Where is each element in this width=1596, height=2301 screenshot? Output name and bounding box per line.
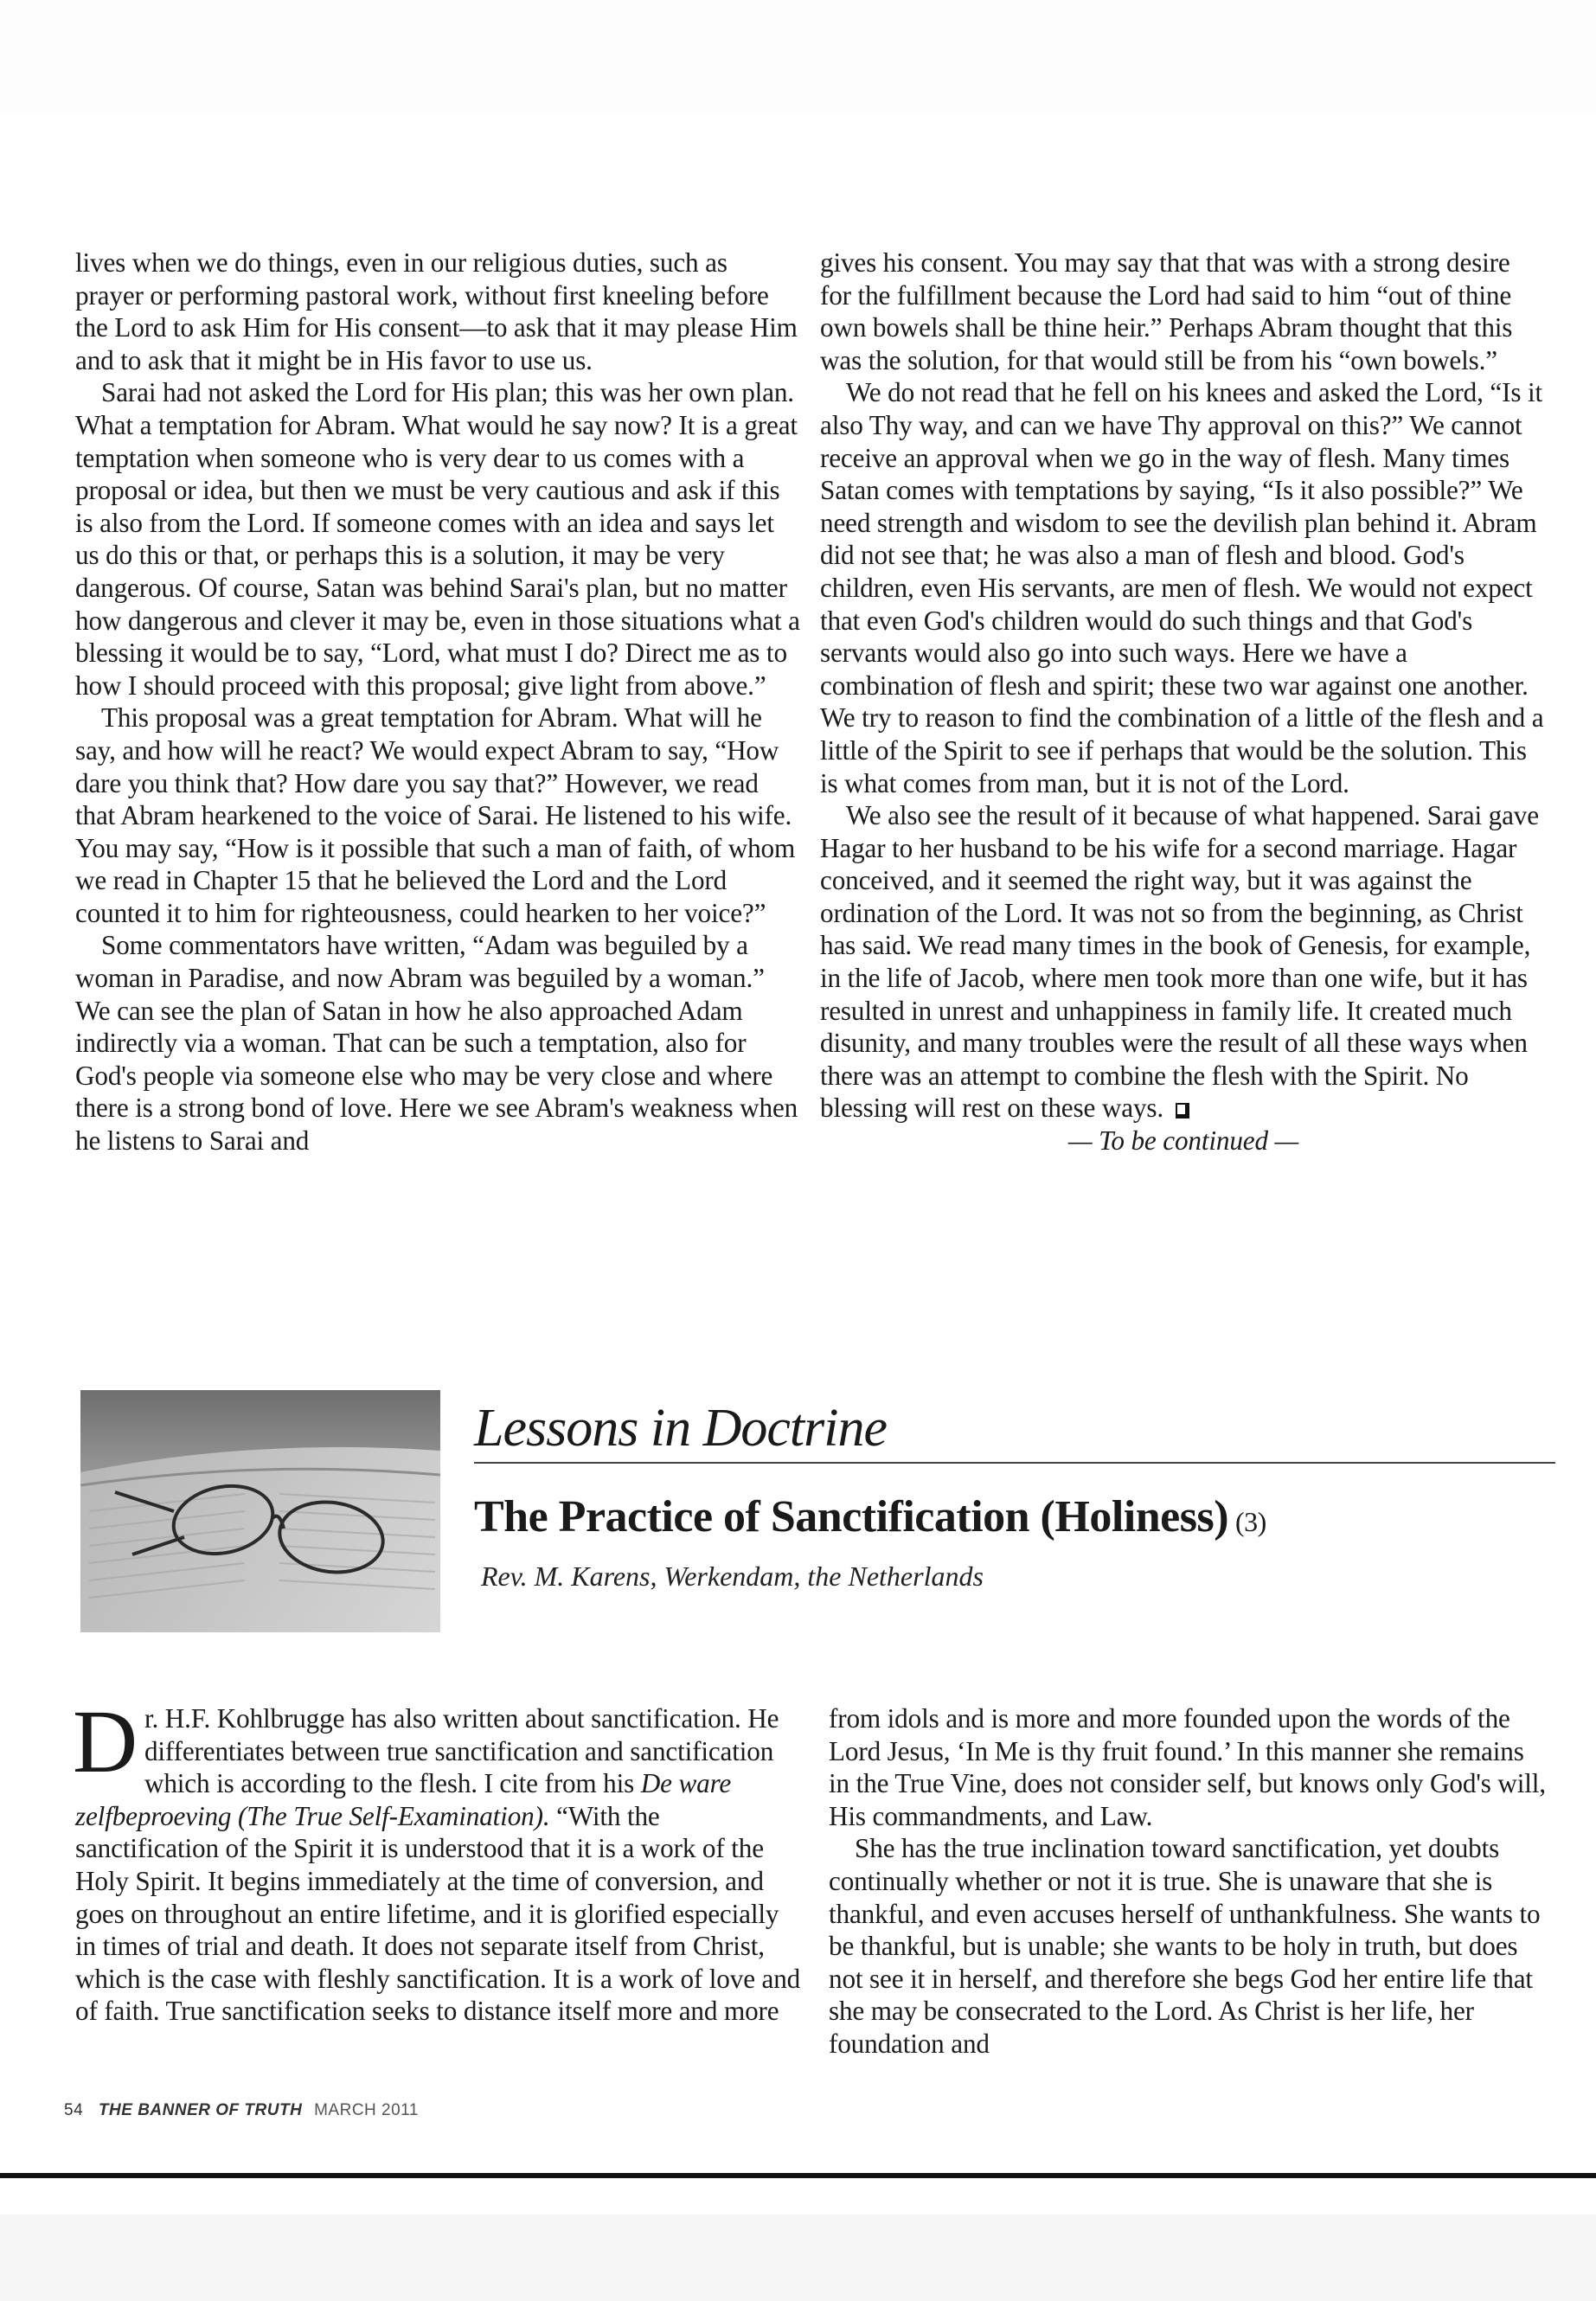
paragraph: gives his consent. You may say that that was with a strong desire for the fulfillment because the Lord had said to him “out of thine own bowels shall be thine heir.” Perhaps Abram thought that this was the solution, for that would still be from his “own bowels.” [820,247,1513,375]
paragraph: lives when we do things, even in our religious duties, such as prayer or performing pastoral work, without first kneeling before the Lord to ask Him for His consent—to ask that it may please Him and to ask that it might be in His favor to use us. [75,247,798,375]
page-number: 54 [64,2101,84,2119]
article-part-number: (3) [1235,1506,1266,1537]
page-footer [64,2101,419,2120]
title-divider [474,1462,1555,1464]
paragraph: She has the true inclination toward sanctification, yet doubts continually whether or not it is true. She is unaware that she is thankful, and even accuses herself of unthankfulness. She wants to be thankful, but is unable; she wants to be holy in truth, but does not see it in herself, and therefore she begs God her entire life that she may be consecrated to the Lord. As Christ is her life, her foundation and [829,1833,1541,2059]
paragraph-text: r. H.F. Kohlbrugge has also written about sanctification. He differentiates between true sanctification and sanctification which is according to the flesh. I cite from his [144,1703,779,1799]
column-top-right [820,247,1547,1157]
article-title [474,1490,1266,1549]
paragraph: We do not read that he fell on his knees and asked the Lord, “Is it also Thy way, and can we have Thy approval on this?” We cannot receive an approval when we go in the way of flesh. Many times Satan comes with temptations by saying, “Is it also possible?” We need strength and wisdom to see the devilish plan behind it. Abram did not see that; he was also a man of flesh and blood. God's children, even His servants, are men of flesh. We would not expect that even God's children would do such things and that God's servants would also go into such ways. Here we have a combination of flesh and spirit; these two war against one another. We try to reason to find the combination of a little of the flesh and a little of the Spirit to see if perhaps that would be the solution. This is what comes from man, but it is not of the Lord. [820,377,1544,798]
magazine-name: THE BANNER OF TRUTH [98,2101,303,2119]
issue-date: MARCH 2011 [314,2101,419,2119]
drop-cap: D [73,1692,138,1791]
book-title: De ware zelfbeproeving (The True Self-Examination). [75,1768,732,1831]
paragraph: from idols and is more and more founded upon the words of the Lord Jesus, ‘In Me is thy fruit found.’ In this manner she remains in the True Vine, does not consider self, but knows only God's will, His commandments, and Law. [829,1703,1546,1831]
column-bottom-left [73,1692,802,2028]
section-title: Lessons in Doctrine [474,1399,887,1458]
paragraph: Some commentators have written, “Adam was beguiled by a woman in Paradise, and now Abram was beguiled by a woman.” We can see the plan of Satan in how he also approached Adam indirectly via a woman. That can be such a temptation, also for God's people via someone else who may be very close and where there is a strong bond of love. Here we see Abram's weakness when he listens to Sarai and [75,930,798,1157]
glasses-on-bible-photo [80,1390,440,1632]
column-top-left [75,247,802,1157]
to-be-continued: — To be continued — [1067,1125,1299,1157]
paragraph-text: “With the sanctification of the Spirit it is understood that it is a work of the Holy Spirit. It begins immediately at the time of conversion, and goes on throughout an entire lifetime, and it is glorified especially in times of trial and death. It does not separate itself from Christ, which is the case with fleshly sanctification. It is a work of love and of faith. True sanctification seeks to distance itself more and more [75,1800,801,2027]
end-mark-icon [1176,1103,1189,1118]
byline: Rev. M. Karens, Werkendam, the Netherlands [481,1561,984,1592]
scan-margin-top [0,0,1596,112]
paragraph: This proposal was a great temptation for Abram. What will he say, and how will he react? We would expect Abram to say, “How dare you think that? How dare you say that?” However, we read that Abram hearkened to the voice of Sarai. He listened to his wife. You may say, “How is it possible that such a man of faith, of whom we read in Chapter 15 that he believed the Lord and the Lord counted it to him for righteousness, could hearken to her voice?” [75,702,796,928]
scan-edge-line [0,2173,1596,2178]
column-bottom-right [829,1702,1547,2061]
article-title-text: The Practice of Sanctification (Holiness) [474,1492,1229,1541]
paragraph: Sarai had not asked the Lord for His plan; this was her own plan. What a temptation for Abram. What would he say now? It is a great temptation when someone who is very dear to us comes with a proposal or idea, but then we must be very cautious and ask if this is also from the Lord. If someone comes with an idea and says let us do this or that, or perhaps this is a solution, it may be very dangerous. Of course, Satan was behind Sarai's plan, but no matter how dangerous and clever it may be, even in those situations what a blessing it would be to say, “Lord, what must I do? Direct me as to how I should proceed with this proposal; give light from above.” [75,377,800,701]
paragraph [73,1692,802,2028]
paragraph-text: We also see the result of it because of what happened. Sarai gave Hagar to her husband to be his wife for a second marriage. Hagar conceived, and it seemed the right way, but it was against the ordination of the Lord. It was not so from the beginning, as Christ has said. We read many times in the book of Genesis, for example, in the life of Jacob, where men took more than one wife, but it has resulted in unrest and unhappiness in family life. It created much disunity, and many troubles were the result of all these ways when there was an attempt to combine the flesh with the Spirit. No blessing will rest on these ways. [820,800,1539,1124]
paragraph-last [820,799,1547,1125]
scan-margin-bottom [0,2214,1596,2301]
